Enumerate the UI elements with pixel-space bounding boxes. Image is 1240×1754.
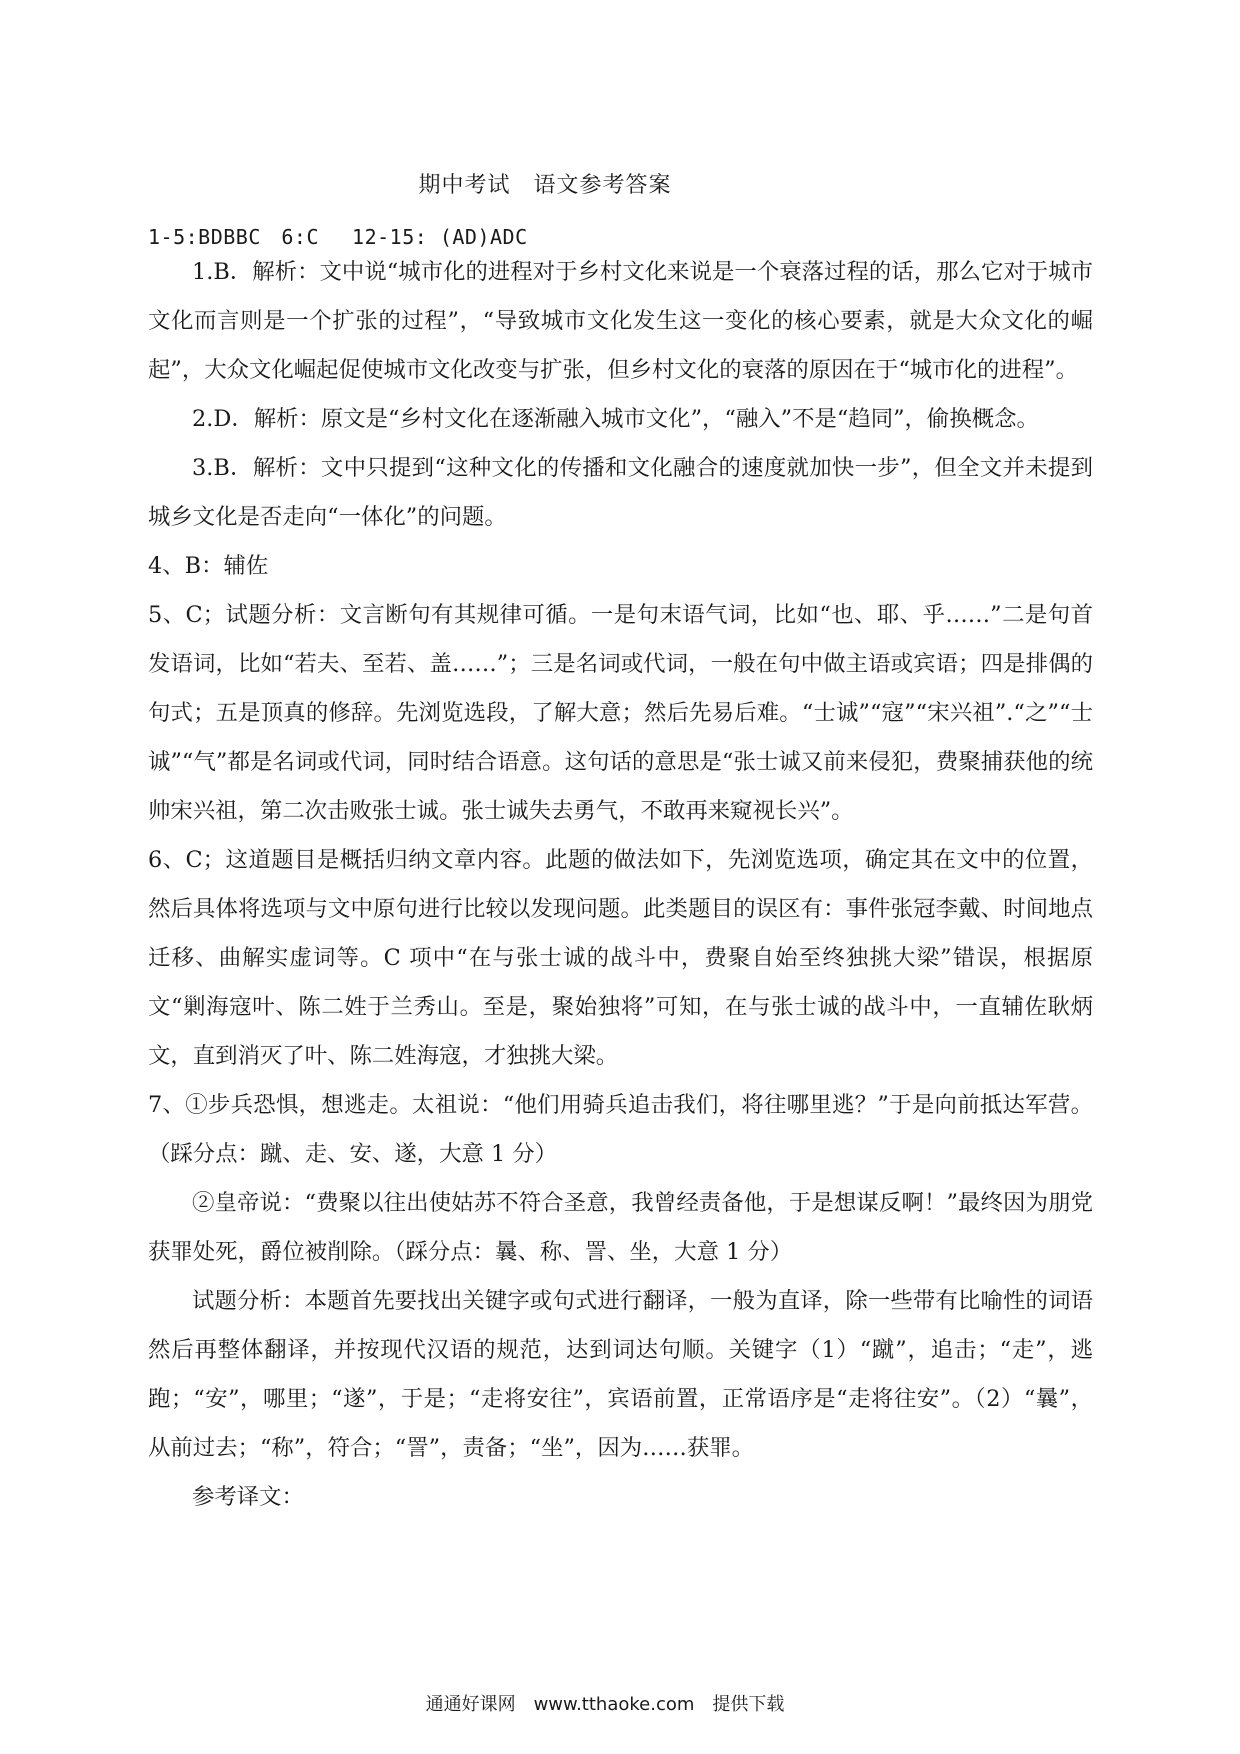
answer-2-explanation: 2.D．解析：原文是“乡村文化在逐渐融入城市文化”，“融入”不是“趋同”，偷换概念。	[192, 406, 1039, 432]
answer-explanations	[148, 248, 1093, 1522]
answer-6-explanation: 6、C；这道题目是概括归纳文章内容。此题的做法如下，先浏览选项，确定其在文中的位置，然后具体将选项与文中原句进行比较以发现问题。此类题目的误区有：事件张冠李戴、时间地点迁移、曲解实虚词等。C 项中“在与张士诚的战斗中，费聚自始至终独挑大梁”错误，根据原文“剿海寇叶、陈二姓于兰秀山。至是，聚始独将”可知，在与张士诚的战斗中，一直辅佐耿炳文，直到消灭了叶、陈二姓海寇，才独挑大梁。	[148, 847, 1093, 1069]
answer-7-part-1: 7、①步兵恐惧，想逃走。太祖说：“他们用骑兵追击我们，将往哪里逃？”于是向前抵达军营。（踩分点：蹴、走、安、遂，大意 1 分）	[148, 1092, 1093, 1167]
page-footer: 通通好课网 www.tthaoke.com 提供下载	[425, 1694, 785, 1715]
answer-7-part-2: ②皇帝说：“费聚以往出使姑苏不符合圣意，我曾经责备他，于是想谋反啊！”最终因为朋党获罪处死，爵位被削除。（踩分点：曩、称、詈、坐，大意 1 分）	[148, 1190, 1093, 1265]
answer-7-analysis: 试题分析：本题首先要找出关键字或句式进行翻译，一般为直译，除一些带有比喻性的词语然后再整体翻译，并按现代汉语的规范，达到词达句顺。关键字（1）“蹴”，追击；“走”，逃跑；“安”，哪里；“遂”，于是；“走将安往”，宾语前置，正常语序是“走将往安”。（2）“曩”，从前过去；“称”，符合；“詈”，责备；“坐”，因为……获罪。	[148, 1288, 1093, 1461]
answer-4: 4、B：辅佐	[148, 553, 269, 579]
reference-translation-heading: 参考译文：	[192, 1484, 304, 1510]
answer-3-explanation: 3.B．解析：文中只提到“这种文化的传播和文化融合的速度就加快一步”，但全文并未提到城乡文化是否走向“一体化”的问题。	[148, 455, 1093, 530]
answer-key-summary: 1-5:BDBBC 6:C 12-15: (AD)ADC	[148, 225, 528, 249]
answer-5-explanation: 5、C；试题分析：文言断句有其规律可循。一是句末语气词，比如“也、耶、乎……”二是句首发语词，比如“若夫、至若、盖……”；三是名词或代词，一般在句中做主语或宾语；四是排偶的句式；五是顶真的修辞。先浏览选段，了解大意；然后先易后难。“士诚”“寇”“宋兴祖”.“之”“士诚”“气”都是名词或代词，同时结合语意。这句话的意思是“张士诚又前来侵犯，费聚捕获他的统帅宋兴祖，第二次击败张士诚。张士诚失去勇气，不敢再来窥视长兴”。	[148, 602, 1093, 824]
page-title: 期中考试 语文参考答案	[418, 173, 672, 198]
answer-1-explanation: 1.B．解析：文中说“城市化的进程对于乡村文化来说是一个衰落过程的话，那么它对于城市文化而言则是一个扩张的过程”，“导致城市文化发生这一变化的核心要素，就是大众文化的崛起”，大众文化崛起促使城市文化改变与扩张，但乡村文化的衰落的原因在于“城市化的进程”。	[148, 259, 1093, 383]
